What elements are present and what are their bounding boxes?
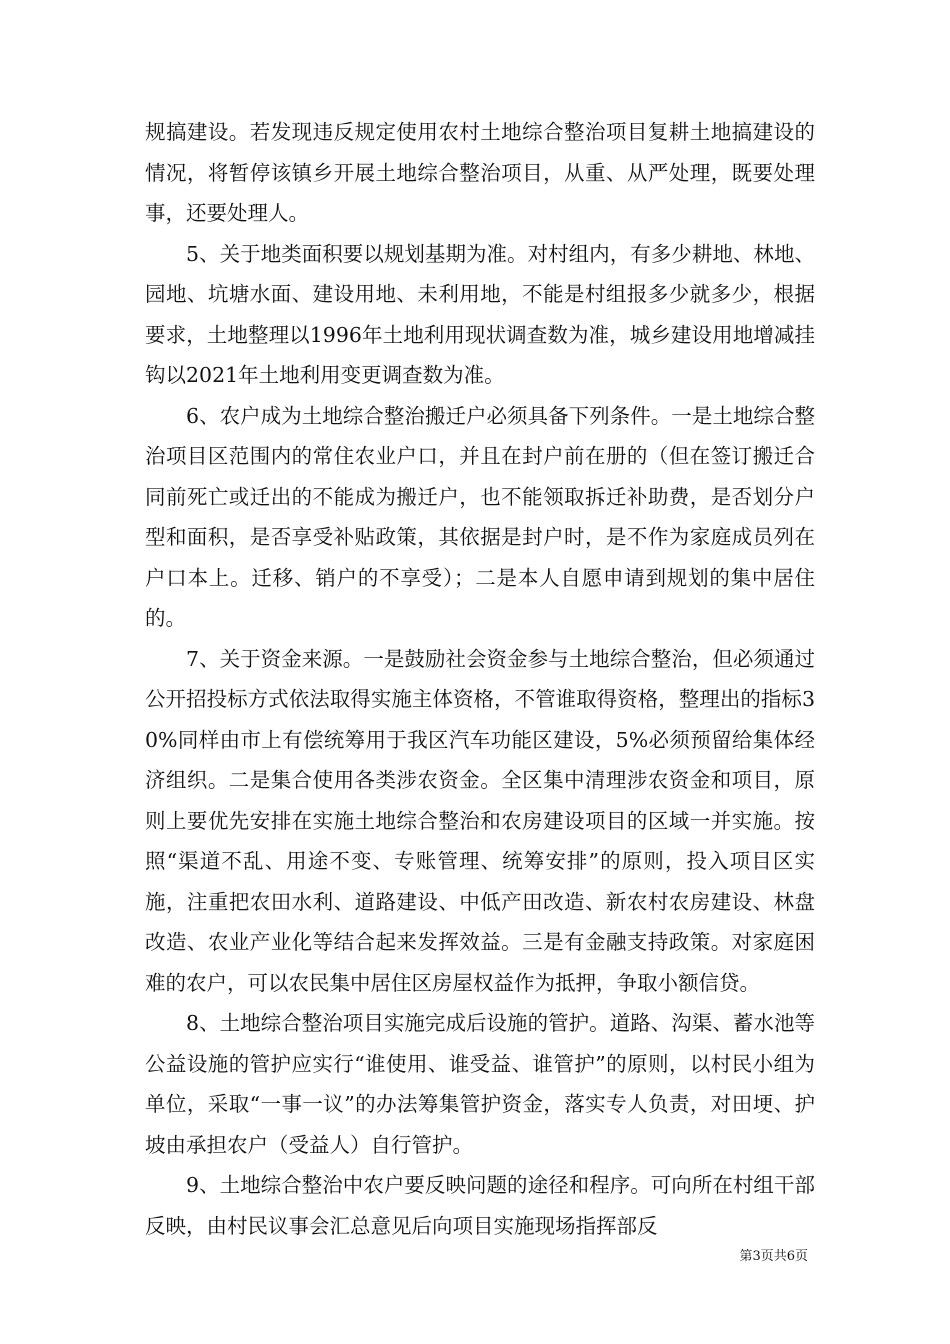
document-body [145,112,815,1246]
paragraph-item-5: 5、关于地类面积要以规划基期为准。对村组内，有多少耕地、林地、园地、坑塘水面、建设用地、未利用地，不能是村组报多少就多少，根据要求，土地整理以1996年土地利用现状调查数为准，城乡建设用地增减挂钩以2021年土地利用变更调查数为准。 [145,241,815,387]
paragraph-item-6: 6、农户成为土地综合整治搬迁户必须具备下列条件。一是土地综合整治项目区范围内的常住农业户口，并且在封户前在册的（但在签订搬迁合同前死亡或迁出的不能成为搬迁户，也不能领取拆迁补助费，是否划分户型和面积，是否享受补贴政策，其依据是封户时，是不作为家庭成员列在户口本上。迁移、销户的不享受）；二是本人自愿申请到规划的集中居住的。 [145,403,815,630]
paragraph-item-9: 9、土地综合整治中农户要反映问题的途径和程序。可向所在村组干部反映，由村民议事会汇总意见后向项目实施现场指挥部反 [145,1173,815,1238]
paragraph-item-8: 8、土地综合整治项目实施完成后设施的管护。道路、沟渠、蓄水池等公益设施的管护应实行“谁使用、谁受益、谁管护”的原则，以村民小组为单位，采取“一事一议”的办法筹集管护资金，落实专人负责，对田埂、护坡由承担农户（受益人）自行管护。 [145,1011,815,1157]
paragraph-item-7: 7、关于资金来源。一是鼓励社会资金参与土地综合整治，但必须通过公开招投标方式依法取得实施主体资格，不管谁取得资格，整理出的指标30%同样由市上有偿统筹用于我区汽车功能区建设，5%必须预留给集体经济组织。二是集合使用各类涉农资金。全区集中清理涉农资金和项目，原则上要优先安排在实施土地综合整治和农房建设项目的区域一并实施。按照“渠道不乱、用途不变、专账管理、统筹安排”的原则，投入项目区实施，注重把农田水利、道路建设、中低产田改造、新农村农房建设、林盘改造、农业产业化等结合起来发挥效益。三是有金融支持政策。对家庭困难的农户，可以农民集中居住区房屋权益作为抵押，争取小额信贷。 [145,646,815,995]
paragraph-continuation: 规搞建设。若发现违反规定使用农村土地综合整治项目复耕土地搞建设的情况，将暂停该镇乡开展土地综合整治项目，从重、从严处理，既要处理事，还要处理人。 [145,120,815,225]
page-number-footer: 第3页共6页 [739,1249,808,1264]
